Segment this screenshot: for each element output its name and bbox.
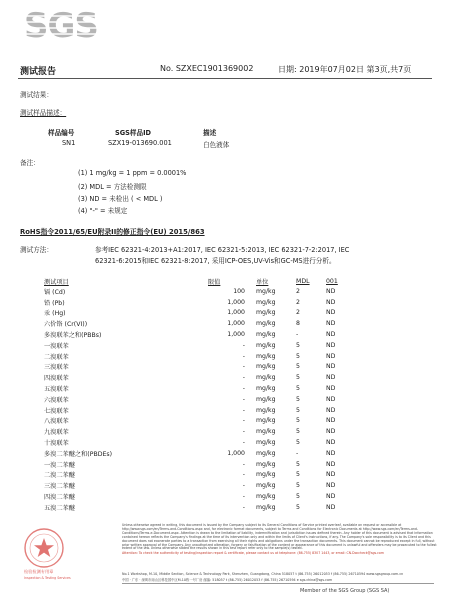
- result-item: 三溴联苯: [44, 364, 69, 372]
- result-mdl: 2: [296, 309, 300, 317]
- method-line-1: 参考IEC 62321-4:2013+A1:2017, IEC 62321-5:2013, IEC 62321-7-2:2017, IEC: [95, 246, 350, 254]
- result-unit: mg/kg: [256, 352, 276, 360]
- result-row: [44, 297, 356, 308]
- sample-header-id: SGS样品ID: [115, 129, 152, 137]
- result-unit: mg/kg: [256, 320, 276, 328]
- sample-desc-label: 测试样品描述：: [20, 109, 67, 117]
- rohs-title: RoHS指令2011/65/EU附录II的修正指令(EU) 2015/863: [20, 228, 205, 236]
- star-icon: [34, 538, 54, 557]
- sample-desc: 白色液体: [203, 141, 230, 149]
- result-item: 一溴二苯醚: [44, 461, 75, 469]
- report-date-page: [278, 64, 411, 75]
- result-item: 七溴联苯: [44, 407, 69, 415]
- col-header-unit: 单位: [256, 279, 269, 286]
- result-item: 五溴联苯: [44, 386, 69, 394]
- result-mdl: 5: [296, 493, 300, 501]
- result-limit: -: [242, 385, 245, 393]
- result-unit: mg/kg: [256, 428, 276, 436]
- result-limit: -: [242, 460, 245, 468]
- result-limit: 1,000: [227, 331, 245, 339]
- results-header-row: [44, 277, 356, 286]
- result-sample: ND: [326, 460, 336, 468]
- result-item: 铅 (Pb): [44, 299, 65, 307]
- result-mdl: 5: [296, 406, 300, 414]
- result-mdl: -: [296, 331, 299, 339]
- result-sample: ND: [326, 449, 336, 457]
- result-unit: mg/kg: [256, 395, 276, 403]
- col-header-mdl: MDL: [296, 278, 310, 285]
- test-result-label: 测试结果：: [20, 91, 53, 99]
- result-item: 三溴二苯醚: [44, 483, 75, 491]
- result-unit: mg/kg: [256, 449, 276, 457]
- result-row: [44, 286, 356, 297]
- result-row: [44, 470, 356, 481]
- result-unit: mg/kg: [256, 460, 276, 468]
- result-unit: mg/kg: [256, 363, 276, 371]
- result-row: [44, 502, 356, 513]
- results-body: [44, 286, 356, 513]
- col-header-sample: 001: [326, 278, 338, 285]
- result-item: 四溴联苯: [44, 375, 69, 383]
- result-limit: 1,000: [227, 309, 245, 317]
- result-item: 六溴联苯: [44, 396, 69, 404]
- result-sample: ND: [326, 331, 336, 339]
- sgs-logo: [22, 6, 114, 46]
- result-mdl: 2: [296, 287, 300, 295]
- result-row: [44, 351, 356, 362]
- result-unit: mg/kg: [256, 439, 276, 447]
- note-item: (4) "-" = 未规定: [78, 207, 128, 215]
- result-unit: mg/kg: [256, 482, 276, 490]
- result-mdl: 5: [296, 417, 300, 425]
- result-limit: -: [242, 493, 245, 501]
- result-item: 四溴二苯醚: [44, 494, 75, 502]
- result-unit: mg/kg: [256, 471, 276, 479]
- result-sample: ND: [326, 493, 336, 501]
- sample-id: SZX19-013690.001: [108, 139, 172, 147]
- report-date: 日期: 2019年07月02日: [278, 65, 364, 74]
- footer-address-en: No.1 Workshop, M-10, Middle Section, Science & Technology Park, Shenzhen, Guangdong, China 518057 t (86-755) 26012053 f (86-755) 26710594 www.sgsgroup.com.cn: [122, 572, 404, 576]
- result-mdl: 8: [296, 320, 300, 328]
- result-mdl: 5: [296, 363, 300, 371]
- result-limit: 1,000: [227, 298, 245, 306]
- result-unit: mg/kg: [256, 493, 276, 501]
- sgs-logo-text: SGS: [24, 6, 98, 46]
- result-limit: -: [242, 406, 245, 414]
- sample-header-no: 样品编号: [48, 129, 75, 137]
- result-sample: ND: [326, 385, 336, 393]
- result-mdl: 5: [296, 374, 300, 382]
- result-mdl: 5: [296, 428, 300, 436]
- results-table: [44, 277, 356, 513]
- result-item: 五溴二苯醚: [44, 504, 75, 512]
- result-row: [44, 308, 356, 319]
- result-unit: mg/kg: [256, 406, 276, 414]
- result-mdl: 5: [296, 395, 300, 403]
- result-sample: ND: [326, 482, 336, 490]
- result-item: 十溴联苯: [44, 440, 69, 448]
- result-sample: ND: [326, 320, 336, 328]
- result-row: [44, 329, 356, 340]
- notes-label: 备注：: [20, 159, 40, 167]
- result-unit: mg/kg: [256, 331, 276, 339]
- result-sample: ND: [326, 352, 336, 360]
- result-limit: -: [242, 428, 245, 436]
- result-unit: mg/kg: [256, 298, 276, 306]
- result-row: [44, 437, 356, 448]
- result-unit: mg/kg: [256, 374, 276, 382]
- result-limit: -: [242, 417, 245, 425]
- result-unit: mg/kg: [256, 385, 276, 393]
- result-limit: -: [242, 439, 245, 447]
- note-item: (2) MDL = 方法检测限: [78, 183, 147, 191]
- result-row: [44, 318, 356, 329]
- result-limit: -: [242, 341, 245, 349]
- result-sample: ND: [326, 341, 336, 349]
- result-item: 一溴联苯: [44, 342, 69, 350]
- result-row: [44, 362, 356, 373]
- method-label: 测试方法：: [20, 246, 53, 254]
- sample-no: SN1: [62, 139, 76, 147]
- result-sample: ND: [326, 309, 336, 317]
- result-sample: ND: [326, 417, 336, 425]
- result-mdl: 5: [296, 439, 300, 447]
- result-row: [44, 372, 356, 383]
- result-mdl: 2: [296, 298, 300, 306]
- result-limit: 100: [233, 287, 245, 295]
- result-sample: ND: [326, 374, 336, 382]
- result-limit: -: [242, 482, 245, 490]
- col-header-item: 测试项目: [44, 279, 69, 286]
- result-limit: -: [242, 503, 245, 511]
- result-mdl: 5: [296, 352, 300, 360]
- result-unit: mg/kg: [256, 309, 276, 317]
- col-header-limit: 限值: [208, 279, 221, 286]
- result-limit: -: [242, 374, 245, 382]
- result-item: 二溴联苯: [44, 353, 69, 361]
- result-item: 二溴二苯醚: [44, 472, 75, 480]
- result-row: [44, 480, 356, 491]
- stamp-subtext: Inspection & Testing Services: [24, 576, 71, 580]
- result-item: 多溴联苯之和(PBBs): [44, 332, 102, 340]
- result-unit: mg/kg: [256, 417, 276, 425]
- note-item: (1) 1 mg/kg = 1 ppm = 0.0001%: [78, 169, 187, 177]
- result-row: [44, 405, 356, 416]
- result-mdl: 5: [296, 385, 300, 393]
- result-unit: mg/kg: [256, 341, 276, 349]
- result-sample: ND: [326, 503, 336, 511]
- header-rule: [18, 78, 432, 79]
- result-item: 镉 (Cd): [44, 288, 66, 296]
- footer-legal: Unless otherwise agreed in writing, this document is issued by the Company subject to its General Conditions of Service printed overleaf, available on request or accessible at http://www.sgs.com/en/Terms-and-Conditions.aspx and, for electronic format documents, subject to Terms and Conditions for Electronic Documents at http://www.sgs.com/en/Terms-and-Conditions/Terms-e-Document.aspx. Attention is drawn to the limitation of liability, indemnification and jurisdiction issues defined therein. Any holder of this document is advised that information contained hereon reflects the Company's findings at the time of its intervention only and within the limits of Client's instructions, if any. The Company's sole responsibility is to its Client and this document does not exonerate parties to a transaction from exercising all their rights and obligations under the transaction documents. This document cannot be reproduced except in full, without prior written approval of the Company. Any unauthorized alteration, forgery or falsification of the content or appearance of this document is unlawful and offenders may be prosecuted to the fullest extent of the law. Unless otherwise stated the results shown in this test report refer only to the sample(s) tested.: [122, 523, 437, 551]
- result-mdl: 5: [296, 460, 300, 468]
- result-sample: ND: [326, 439, 336, 447]
- result-item: 六价铬 (Cr(VI)): [44, 321, 88, 329]
- stamp-text: 检验检测专用章: [24, 569, 54, 574]
- result-mdl: 5: [296, 503, 300, 511]
- result-limit: -: [242, 363, 245, 371]
- result-unit: mg/kg: [256, 503, 276, 511]
- result-limit: -: [242, 395, 245, 403]
- result-item: 多溴二苯醚之和(PBDEs): [44, 450, 113, 458]
- result-row: [44, 448, 356, 459]
- result-row: [44, 426, 356, 437]
- footer-attention: Attention: To check the authenticity of testing/inspection report & certificate, please contact us at telephone: (86-755) 8307 1443, or email: CN.Doccheck@sgs.com: [122, 551, 384, 556]
- page-number: 第3页,共7页: [366, 65, 412, 74]
- result-sample: ND: [326, 428, 336, 436]
- result-item: 汞 (Hg): [44, 310, 66, 318]
- result-row: [44, 459, 356, 470]
- result-mdl: 5: [296, 471, 300, 479]
- result-limit: 1,000: [227, 449, 245, 457]
- result-mdl: 5: [296, 482, 300, 490]
- footer-legal-block: [122, 524, 440, 556]
- result-sample: ND: [326, 406, 336, 414]
- result-sample: ND: [326, 395, 336, 403]
- result-row: [44, 383, 356, 394]
- document-title: 测试报告: [20, 67, 57, 77]
- result-row: [44, 416, 356, 427]
- result-mdl: 5: [296, 341, 300, 349]
- result-mdl: -: [296, 449, 299, 457]
- result-row: [44, 491, 356, 502]
- sample-header-desc: 描述: [203, 129, 217, 137]
- result-sample: ND: [326, 287, 336, 295]
- result-item: 九溴联苯: [44, 429, 69, 437]
- result-item: 八溴联苯: [44, 418, 69, 426]
- inspection-stamp: [20, 524, 110, 582]
- result-limit: -: [242, 471, 245, 479]
- footer-address-cn: 中国 · 广东 · 深圳市南山区科技园中区M-10栋一号厂房 邮编: 518057 t (86-755) 26012053 f (86-755) 26710594 e sgs.china@sgs.com: [122, 578, 333, 582]
- result-sample: ND: [326, 298, 336, 306]
- result-sample: ND: [326, 363, 336, 371]
- result-limit: 1,000: [227, 320, 245, 328]
- result-unit: mg/kg: [256, 287, 276, 295]
- member-line: Member of the SGS Group (SGS SA): [300, 588, 390, 594]
- result-row: [44, 340, 356, 351]
- report-number: No. SZXEC1901369002: [160, 64, 254, 73]
- result-row: [44, 394, 356, 405]
- result-sample: ND: [326, 471, 336, 479]
- result-limit: -: [242, 352, 245, 360]
- method-line-2: 62321-6:2015和IEC 62321-8:2017, 采用ICP-OES,UV-Vis和GC-MS进行分析。: [95, 257, 336, 265]
- note-item: (3) ND = 未检出 ( < MDL ): [78, 195, 163, 203]
- footer-rule: [122, 583, 434, 584]
